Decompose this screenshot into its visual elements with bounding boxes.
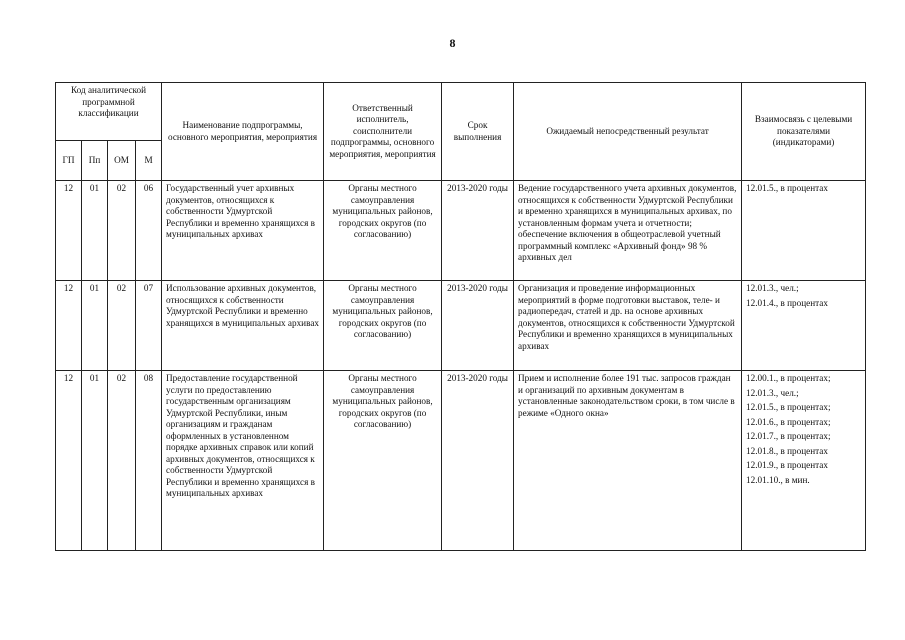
cell-period: 2013-2020 годы [442, 281, 514, 371]
indicator-item: 12.00.1., в процентах; [746, 373, 831, 383]
cell-executor: Органы местного самоуправления муниципальных районов, городских округов (по согласованию) [324, 181, 442, 281]
cell-name: Предоставление государственной услуги по предоставлению государственным организациям Удмуртской Республики, иным организациям и гражданам оформленных в установленном порядке архивных справок или копий архивных документов, относящихся к собственности Удмуртской Республики и временно хранящихся в муниципальных архивах [162, 371, 324, 551]
cell-indicators [742, 281, 866, 371]
header-indicators: Взаимосвязь с целевыми показателями (индикаторами) [742, 83, 866, 181]
indicator-item: 12.01.5., в процентах; [746, 402, 831, 412]
indicator-item: 12.01.3., чел.; [746, 283, 799, 293]
cell-m: 06 [136, 181, 162, 281]
cell-period: 2013-2020 годы [442, 181, 514, 281]
cell-executor: Органы местного самоуправления муниципальных районов, городских округов (по согласованию) [324, 281, 442, 371]
cell-name: Государственный учет архивных документов, относящихся к собственности Удмуртской Республики и временно хранящихся в муниципальных архивах [162, 181, 324, 281]
cell-pp: 01 [82, 371, 108, 551]
indicator-item: 12.01.7., в процентах; [746, 431, 831, 441]
indicator-item: 12.01.9., в процентах [746, 460, 828, 470]
indicator-item: 12.01.6., в процентах; [746, 416, 831, 427]
cell-result: Прием и исполнение более 191 тыс. запросов граждан и организаций по архивным документам в установленные законодательством сроки, в том числе в режиме «Одного окна» [514, 371, 742, 551]
header-code-group: Код аналитической программной классификации [56, 83, 162, 141]
cell-om: 02 [108, 371, 136, 551]
table-row [56, 281, 866, 371]
cell-period: 2013-2020 годы [442, 371, 514, 551]
indicator-item: 12.01.10., в мин. [746, 474, 810, 485]
cell-gp: 12 [56, 281, 82, 371]
cell-m: 08 [136, 371, 162, 551]
cell-indicators [742, 371, 866, 551]
cell-m: 07 [136, 281, 162, 371]
header-executor: Ответственный исполнитель, соисполнители подпрограммы, основного мероприятия, мероприятия [324, 83, 442, 181]
cell-executor: Органы местного самоуправления муниципальных районов, городских округов (по согласованию) [324, 371, 442, 551]
program-table [55, 82, 866, 551]
cell-pp: 01 [82, 281, 108, 371]
indicator-item: 12.01.4., в процентах [746, 297, 828, 308]
header-om: ОМ [108, 141, 136, 181]
cell-gp: 12 [56, 181, 82, 281]
header-gp: ГП [56, 141, 82, 181]
cell-result: Ведение государственного учета архивных документов, относящихся к собственности Удмуртской Республики и временно хранящихся в муниципальных архивах, по установленным формам учета и отчетности; обеспечение включения в общеотраслевой учетный программный комплекс «Архивный фонд» 98 % архивных дел [514, 181, 742, 281]
header-period: Срок выполнения [442, 83, 514, 181]
cell-gp: 12 [56, 371, 82, 551]
indicator-item: 12.01.8., в процентах [746, 445, 828, 456]
cell-om: 02 [108, 281, 136, 371]
header-result: Ожидаемый непосредственный результат [514, 83, 742, 181]
header-m: М [136, 141, 162, 181]
cell-result: Организация и проведение информационных мероприятий в форме подготовки выставок, теле- и радиопередач, статей и др. на основе архивных документов, относящихся к собственности Удмуртской Республики и временно хранящихся в муниципальных архивах [514, 281, 742, 371]
table-row [56, 181, 866, 281]
indicator-item: 12.01.3., чел.; [746, 387, 799, 398]
cell-om: 02 [108, 181, 136, 281]
page-number: 8 [449, 36, 456, 50]
indicator-item: 12.01.5., в процентах [746, 183, 828, 193]
cell-indicators [742, 181, 866, 281]
table-row [56, 371, 866, 551]
header-name: Наименование подпрограммы, основного мероприятия, мероприятия [162, 83, 324, 181]
cell-name: Использование архивных документов, относящихся к собственности Удмуртской Республики и временно хранящихся в муниципальных архивах [162, 281, 324, 371]
cell-pp: 01 [82, 181, 108, 281]
header-pp: Пп [82, 141, 108, 181]
